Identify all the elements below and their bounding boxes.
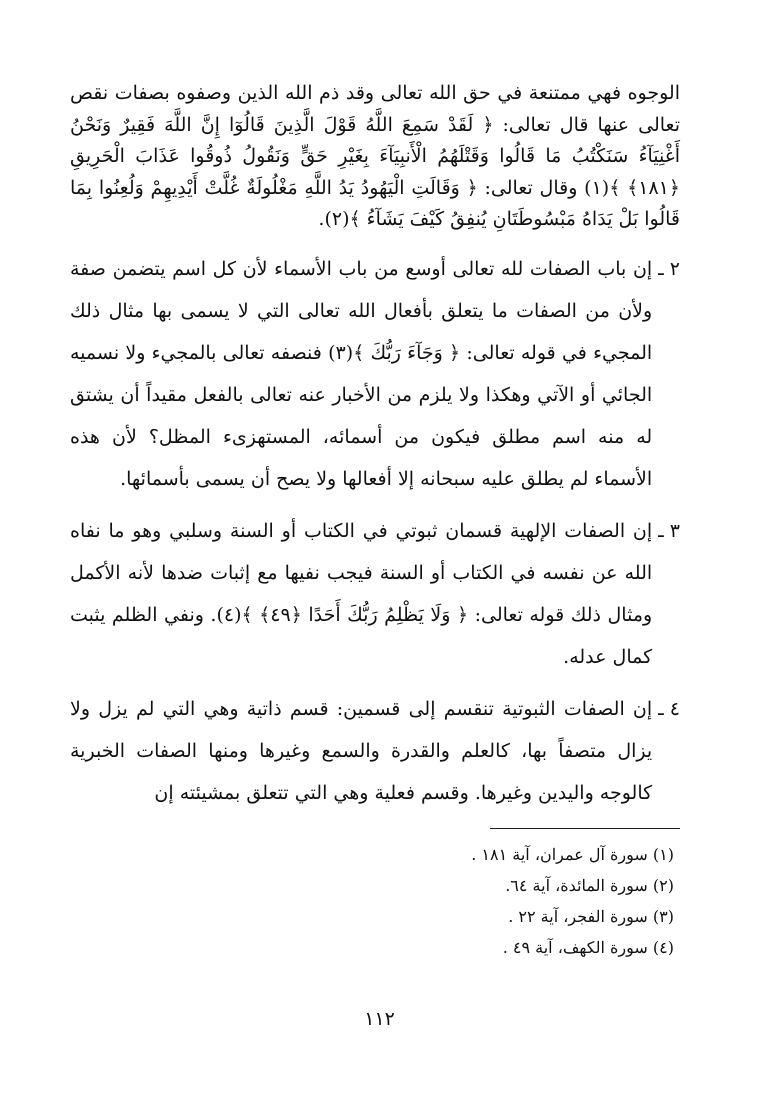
page-body	[70, 78, 680, 963]
item-text: إن الصفات الثبوتية تنقسم إلى قسمين: قسم ذاتية وهي التي لم يزل ولا يزال متصفاً بها، كالعلم والقدرة والسمع وغيرها ومنها الصفات الخبرية كالوجه واليدين وغيرها. وقسم فعلية وهي التي تتعلق بمشيئته إن	[70, 697, 653, 804]
footnote-3: (٣) سورة الفجر، آية ٢٢ .	[508, 906, 674, 926]
footnote-2: (٢) سورة المائدة، آية ٦٤.	[505, 875, 674, 895]
footnote-divider	[490, 828, 680, 829]
footnote-4: (٤) سورة الكهف، آية ٤٩ .	[502, 937, 674, 957]
item-number: ٢ ـ	[658, 257, 680, 280]
item-number: ٤ ـ	[658, 697, 680, 720]
item-number: ٣ ـ	[658, 519, 680, 542]
footnote-1: (١) سورة آل عمران، آية ١٨١ .	[471, 844, 674, 864]
intro-paragraph: الوجوه فهي ممتنعة في حق الله تعالى وقد ذم الله الذين وصفوه بصفات نقص تعالى عنها قال تعالى: ﴿ لَقَدْ سَمِعَ اللَّهُ قَوْلَ الَّذِينَ قَالُوٓا إِنَّ اللَّهَ فَقِيرٌ وَنَحْنُ أَغْنِيَآءُ سَنَكْتُبُ مَا قَالُوا وَقَتْلَهُمُ الْأَنبِيَآءَ بِغَيْرِ حَقٍّ وَنَقُولُ ذُوقُوا عَذَابَ الْحَرِيقِ ﴿١٨١﴾ ﴾(١) وقال تعالى: ﴿ وَقَالَتِ الْيَهُودُ يَدُ اللَّهِ مَغْلُولَةٌ غُلَّتْ أَيْدِيهِمْ وَلُعِنُوا بِمَا قَالُوا بَلْ يَدَاهُ مَبْسُوطَتَانِ يُنفِقُ كَيْفَ يَشَآءُ ﴾(٢).	[70, 82, 680, 230]
item-text: إن باب الصفات لله تعالى أوسع من باب الأسماء لأن كل اسم يتضمن صفة ولأن من الصفات ما يتعلق بأفعال الله تعالى التي لا يسمى بها مثال ذلك المجيء في قوله تعالى: ﴿ وَجَآءَ رَبُّكَ ﴾(٣) فنصفه تعالى بالمجيء ولا نسميه الجائي أو الآتي وهكذا ولا يلزم من الأخبار عنه تعالى بالفعل مقيداً أن يشتق له منه اسم مطلق فيكون من أسمائه، المستهزىء المظل؟ لأن هذه الأسماء لم يطلق عليه سبحانه إلا أفعالها ولا يصح أن يسمى بأسمائها.	[70, 257, 653, 490]
footnotes-list	[70, 839, 674, 963]
numbered-item-4	[70, 688, 680, 814]
numbered-item-2	[70, 248, 680, 500]
numbered-item-3	[70, 510, 680, 678]
page-number: ١١٢	[364, 1008, 395, 1030]
item-text: إن الصفات الإلهية قسمان ثبوتي في الكتاب أو السنة وسلبي وهو ما نفاه الله عن نفسه في الكتاب أو السنة فيجب نفيها مع إثبات ضدها لأنه الأكمل ومثال ذلك قوله تعالى: ﴿ وَلَا يَظْلِمُ رَبُّكَ أَحَدًا ﴿٤٩﴾ ﴾(٤). ونفي الظلم يثبت كمال عدله.	[70, 519, 653, 668]
